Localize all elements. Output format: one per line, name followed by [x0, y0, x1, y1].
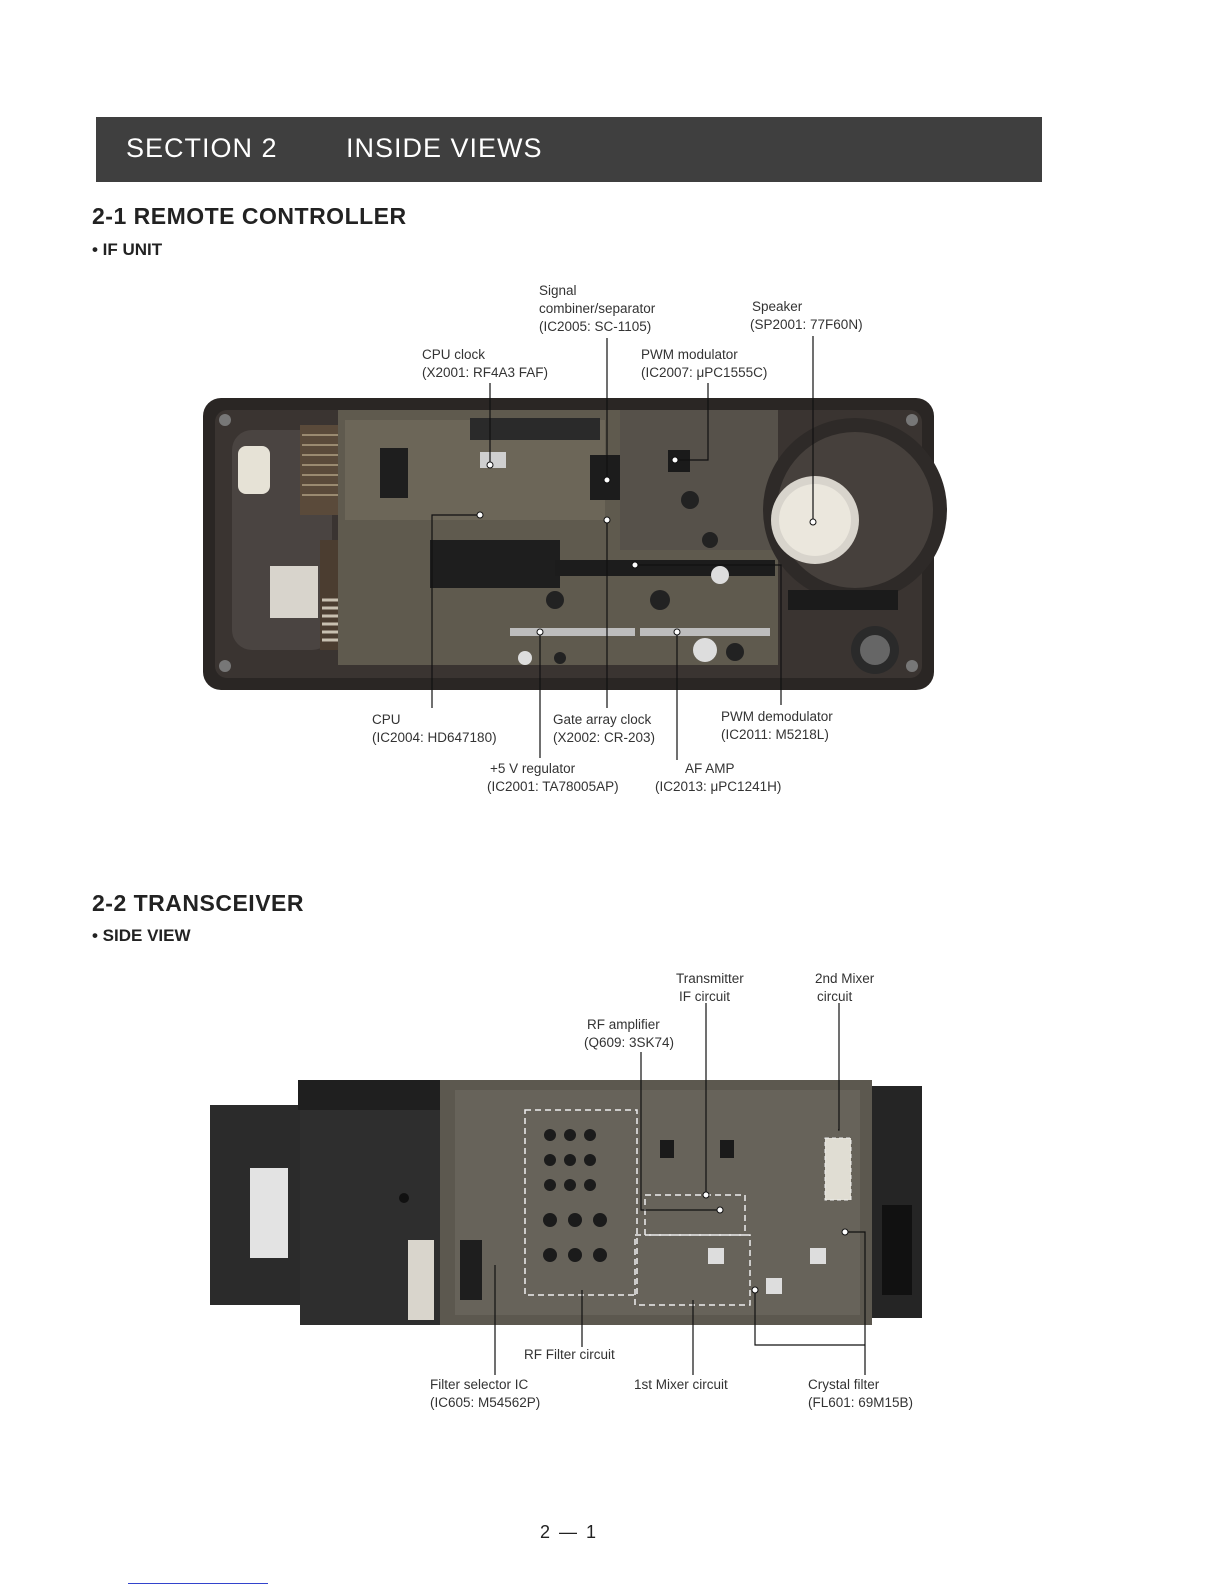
heading-transceiver: 2-2 TRANSCEIVER [92, 890, 304, 916]
crystal-filter-block [825, 1138, 851, 1200]
page-number: 2 — 1 [540, 1522, 599, 1542]
subheading-side-view: • SIDE VIEW [92, 926, 191, 945]
section-number: SECTION 2 [126, 133, 278, 163]
label-1st-mixer: 1st Mixer circuit [634, 1377, 728, 1392]
label-pwm-modulator: PWM modulator (IC2007: μPC1555C) [641, 347, 768, 380]
left-component [238, 446, 270, 494]
transceiver-photo [210, 1080, 922, 1325]
footer-line [128, 1583, 268, 1584]
label-crystal-filter: Crystal filter (FL601: 69M15B) [808, 1377, 914, 1410]
label-pwm-demodulator: PWM demodulator (IC2011: M5218L) [721, 709, 833, 742]
label-gate-array-clock: Gate array clock (X2002: CR-203) [553, 712, 656, 745]
heading-remote-controller: 2-1 REMOTE CONTROLLER [92, 203, 407, 229]
label-speaker: Speaker (SP2001: 77F60N) [750, 299, 863, 332]
label-signal-combiner: Signal combiner/separator (IC2005: SC-1105) [539, 283, 656, 334]
subheading-if-unit: • IF UNIT [92, 240, 163, 259]
label-2nd-mixer: 2nd Mixer circuit [815, 971, 875, 1004]
label-transmitter-if: Transmitter IF circuit [676, 971, 744, 1004]
label-rf-amplifier: RF amplifier (Q609: 3SK74) [584, 1017, 675, 1050]
label-cpu: CPU (IC2004: HD647180) [372, 712, 497, 745]
label-filter-selector: Filter selector IC (IC605: M54562P) [430, 1377, 541, 1410]
label-cpu-clock: CPU clock (X2001: RF4A3 FAF) [422, 347, 549, 380]
label-rf-filter: RF Filter circuit [524, 1347, 615, 1362]
label-af-amp: AF AMP (IC2013: μPC1241H) [655, 761, 782, 794]
section-title: INSIDE VIEWS [346, 133, 543, 163]
label-5v-regulator: +5 V regulator (IC2001: TA78005AP) [487, 761, 619, 794]
